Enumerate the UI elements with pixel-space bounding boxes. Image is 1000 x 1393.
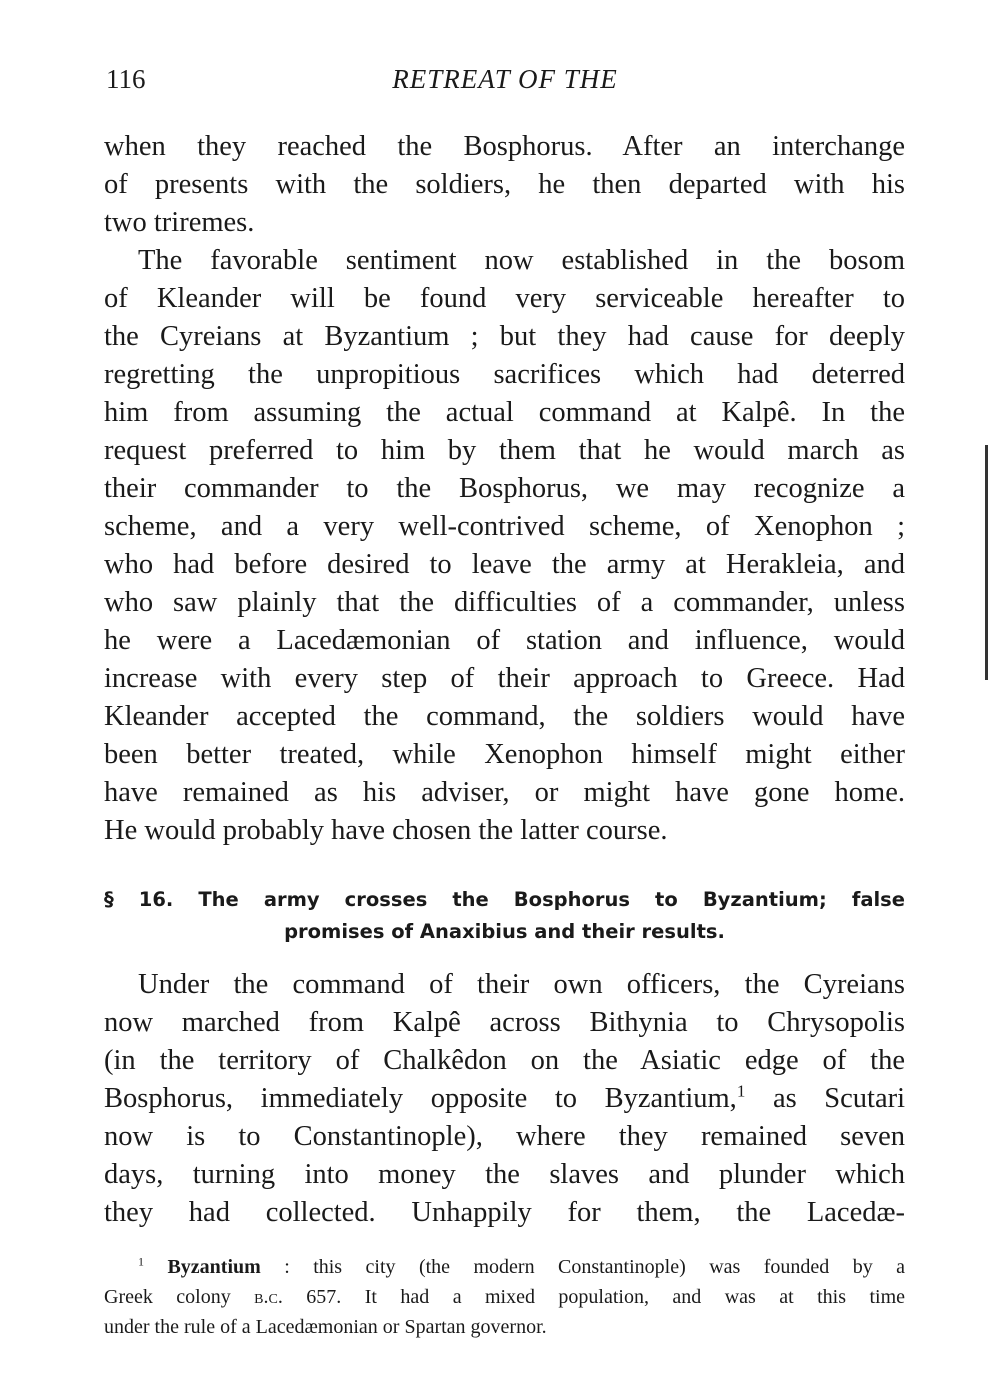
- paragraph-2: [104, 242, 905, 850]
- scan-edge-mark: [985, 445, 988, 680]
- text-line: him from assuming the actual command at Kalpê. In the: [104, 397, 905, 428]
- text-line: request preferred to him by them that he would march as: [104, 435, 905, 466]
- footnote-line: [104, 1282, 905, 1312]
- text-line: when they reached the Bosphorus. After an interchange: [104, 131, 905, 162]
- text-line: (in the territory of Chalkêdon on the Asiatic edge of the: [104, 1045, 905, 1076]
- text-line: The favorable sentiment now established in the bosom: [138, 245, 905, 276]
- text-line: been better treated, while Xenophon himself might either: [104, 739, 905, 770]
- text-line: of Kleander will be found very serviceable hereafter to: [104, 283, 905, 314]
- text-line: now is to Constantinople), where they remained seven: [104, 1121, 905, 1152]
- text-line: now marched from Kalpê across Bithynia to Chrysopolis: [104, 1007, 905, 1038]
- footnote-line: [104, 1252, 905, 1282]
- footnote: [104, 1252, 905, 1342]
- text-line: two triremes.: [104, 207, 255, 238]
- text-line: scheme, and a very well-contrived scheme, of Xenophon ;: [104, 511, 905, 542]
- footnote-line: under the rule of a Lacedæmonian or Spartan governor.: [104, 1316, 547, 1338]
- text-line: he were a Lacedæmonian of station and influence, would: [104, 625, 905, 656]
- heading-line: promises of Anaxibius and their results.: [284, 920, 725, 943]
- section-heading: [104, 884, 905, 948]
- text-line: of presents with the soldiers, he then departed with his: [104, 169, 905, 200]
- text-line: have remained as his adviser, or might have gone home.: [104, 777, 905, 808]
- heading-line: § 16. The army crosses the Bosphorus to Byzantium; false: [104, 888, 905, 911]
- text-segment: 657. It had a mixed population, and was at this time: [282, 1286, 905, 1308]
- text-line: who saw plainly that the difficulties of a commander, unless: [104, 587, 905, 618]
- text-line: the Cyreians at Byzantium ; but they had cause for deeply: [104, 321, 905, 352]
- text-line: who had before desired to leave the army at Herakleia, and: [104, 549, 905, 580]
- text-line: [104, 1080, 905, 1118]
- page-number: 116: [106, 64, 146, 94]
- text-segment: : this city (the modern Constantinople) was founded by a: [260, 1256, 905, 1278]
- footnote-term: Byzantium: [167, 1256, 261, 1278]
- text-line: Kleander accepted the command, the soldiers would have: [104, 701, 905, 732]
- text-segment: as Scutari: [745, 1083, 906, 1114]
- text-line: they had collected. Unhappily for them, the Lacedæ-: [104, 1197, 905, 1228]
- footnote-reference: 1: [736, 1081, 746, 1101]
- text-segment: Greek colony: [104, 1286, 255, 1308]
- running-head: RETREAT OF THE: [392, 64, 618, 94]
- text-line: Under the command of their own officers, the Cyreians: [138, 969, 905, 1000]
- text-line: increase with every step of their approach to Greece. Had: [104, 663, 905, 694]
- text-line: regretting the unpropitious sacrifices which had deterred: [104, 359, 905, 390]
- text-line: their commander to the Bosphorus, we may recognize a: [104, 473, 905, 504]
- text-segment: b.c.: [254, 1286, 283, 1308]
- text-segment: Bosphorus, immediately opposite to Byzantium,: [104, 1083, 737, 1114]
- footnote-marker: 1: [138, 1254, 144, 1269]
- text-line: He would probably have chosen the latter course.: [104, 815, 668, 846]
- paragraph-1: [104, 128, 905, 242]
- paragraph-3: [104, 966, 905, 1232]
- text-line: days, turning into money the slaves and plunder which: [104, 1159, 905, 1190]
